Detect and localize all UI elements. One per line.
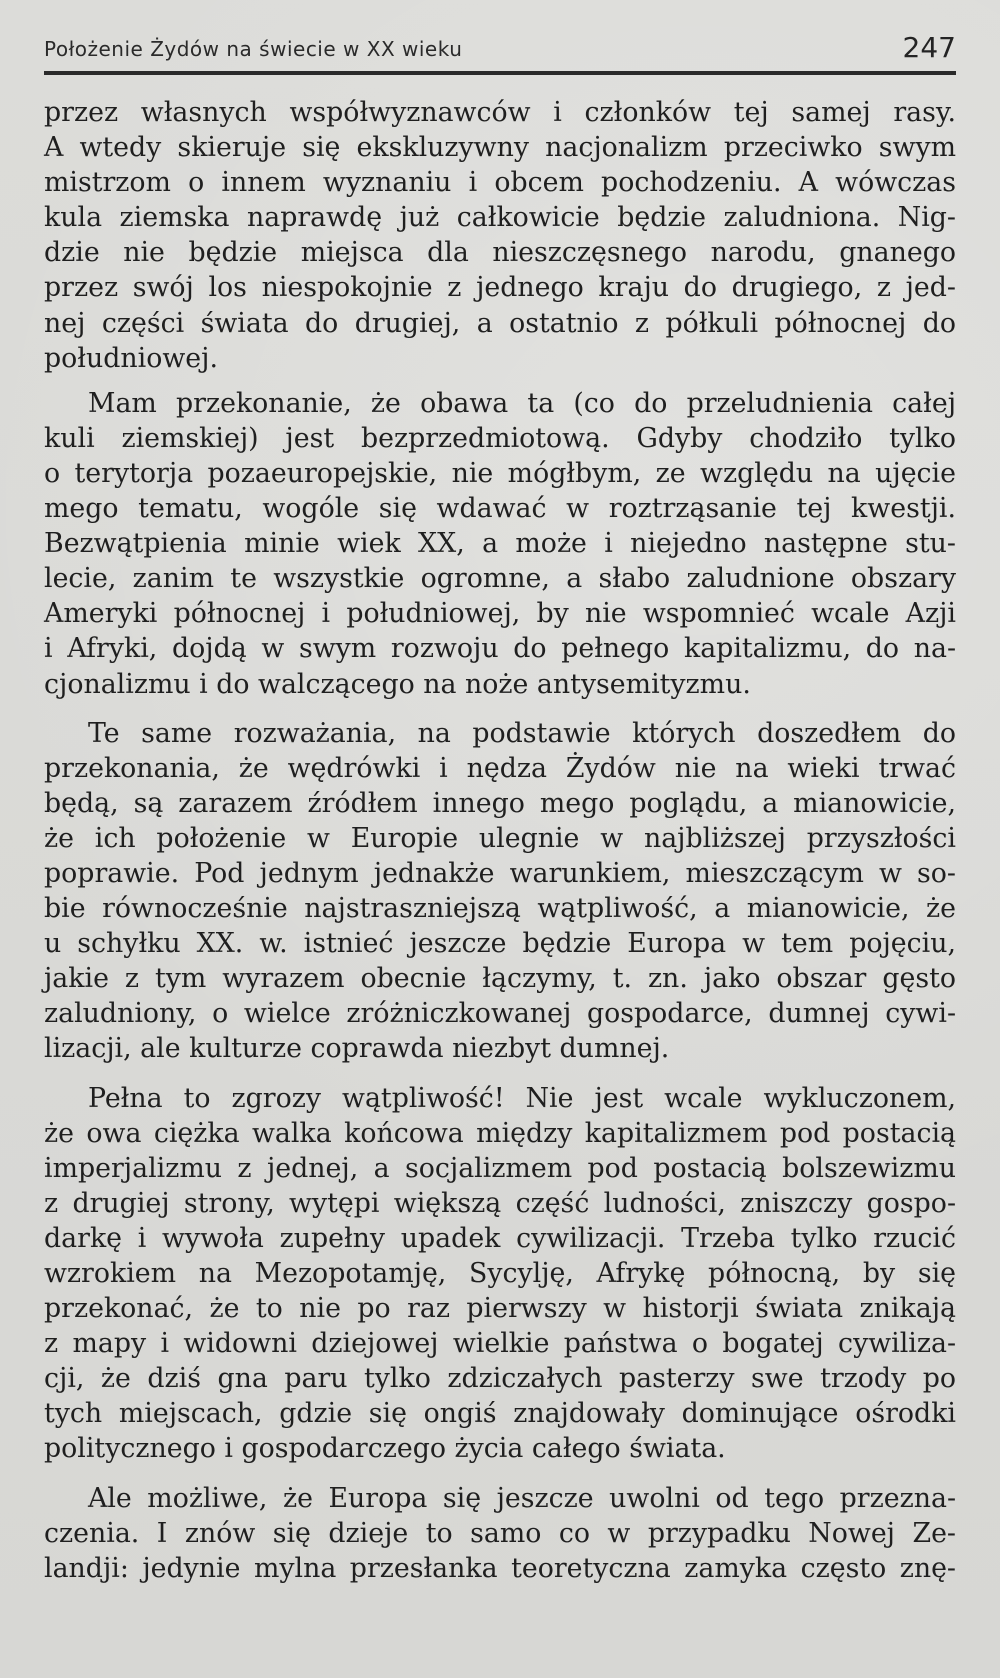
text-line: nej części świata do drugiej, a ostatnio z półkuli północnej do bbox=[44, 307, 956, 339]
text-line: A wtedy skieruje się ekskluzywny nacjonalizm przeciwko swym bbox=[44, 132, 956, 164]
paragraph-2 bbox=[44, 386, 956, 702]
paragraph-1 bbox=[44, 95, 956, 376]
text-line: z drugiej strony, wytępi większą część ludności, zniszczy gospo- bbox=[44, 1187, 956, 1219]
text-line: poprawie. Pod jednym jednakże warunkiem, mieszczącym w so- bbox=[44, 857, 956, 889]
text-line: mego tematu, wogóle się wdawać w roztrząsanie tej kwestji. bbox=[44, 493, 956, 525]
text-line: południowej. bbox=[44, 342, 218, 374]
paragraph-4 bbox=[44, 1081, 956, 1467]
text-line: przez własnych współwyznawców i członków tej samej rasy. bbox=[44, 97, 956, 128]
paragraph-gap bbox=[44, 702, 956, 716]
text-line: wzrokiem na Mezopotamję, Sycylję, Afrykę północną, by się bbox=[44, 1258, 956, 1289]
text-line: przez swój los niespokojnie z jednego kraju do drugiego, z jed- bbox=[44, 272, 956, 304]
text-line: czenia. I znów się dzieje to samo co w przypadku Nowej Ze- bbox=[44, 1517, 956, 1549]
text-line: Pełna to zgrozy wątpliwość! Nie jest wcale wykluczonem, bbox=[88, 1082, 956, 1114]
text-line: u schyłku XX. w. istnieć jeszcze będzie Europa w tem pojęciu, bbox=[44, 928, 956, 960]
text-line: politycznego i gospodarczego życia całego świata. bbox=[44, 1433, 726, 1465]
text-line: lecie, zanim te wszystkie ogromne, a słabo zaludnione obszary bbox=[44, 563, 956, 595]
text-line: z mapy i widowni dziejowej wielkie państwa o bogatej cywiliza- bbox=[44, 1328, 956, 1360]
text-line: zaludniony, o wielce zróżniczkowanej gospodarce, dumnej cywi- bbox=[44, 998, 956, 1030]
text-line: będą, są zarazem źródłem innego mego poglądu, a mianowicie, bbox=[44, 787, 956, 819]
text-line: przekonania, że wędrówki i nędza Żydów nie na wieki trwać bbox=[44, 752, 956, 784]
text-line: Ale możliwe, że Europa się jeszcze uwolni od tego przezna- bbox=[88, 1482, 956, 1514]
page-number: 247 bbox=[902, 31, 956, 64]
text-line: bie równocześnie najstraszniejszą wątpliwość, a mianowicie, że bbox=[44, 893, 956, 925]
paragraph-gap bbox=[44, 1467, 956, 1481]
body-text bbox=[44, 95, 956, 1586]
text-line: lizacji, ale kulturze coprawda niezbyt dumnej. bbox=[44, 1033, 670, 1065]
text-line: kuli ziemskiej) jest bezprzedmiotową. Gdyby chodziło tylko bbox=[44, 422, 956, 454]
text-line: przekonać, że to nie po raz pierwszy w historji świata znikają bbox=[44, 1293, 956, 1325]
text-line: imperjalizmu z jednej, a socjalizmem pod postacią bolszewizmu bbox=[44, 1152, 956, 1184]
paragraph-gap bbox=[44, 376, 956, 386]
paragraph-gap bbox=[44, 1067, 956, 1081]
text-line: Te same rozważania, na podstawie których doszedłem do bbox=[88, 717, 956, 749]
chapter-title: Położenie Żydów na świecie w XX wieku bbox=[44, 37, 463, 61]
text-line: że owa ciężka walka końcowa między kapitalizmem pod postacią bbox=[44, 1117, 956, 1149]
text-line: i Afryki, dojdą w swym rozwoju do pełnego kapitalizmu, do na- bbox=[44, 633, 956, 665]
text-line: Mam przekonanie, że obawa ta (co do przeludnienia całej bbox=[88, 387, 956, 419]
text-line: o terytorja pozaeuropejskie, nie mógłbym, ze względu na ujęcie bbox=[44, 457, 956, 489]
running-header bbox=[44, 31, 956, 75]
text-line: jakie z tym wyrazem obecnie łączymy, t. zn. jako obszar gęsto bbox=[44, 963, 956, 995]
text-line: darkę i wywoła zupełny upadek cywilizacji. Trzeba tylko rzucić bbox=[44, 1222, 956, 1254]
text-line: cjonalizmu i do walczącego na noże antysemityzmu. bbox=[44, 668, 751, 700]
text-line: Bezwątpienia minie wiek XX, a może i niejedno następne stu- bbox=[44, 528, 956, 560]
text-line: cji, że dziś gna paru tylko zdziczałych pasterzy swe trzody po bbox=[44, 1363, 956, 1395]
paragraph-5 bbox=[44, 1481, 956, 1586]
text-line: dzie nie będzie miejsca dla nieszczęsnego narodu, gnanego bbox=[44, 237, 956, 269]
paragraph-3 bbox=[44, 716, 956, 1067]
text-line: tych miejscach, gdzie się ongiś znajdowały dominujące ośrodki bbox=[44, 1398, 956, 1430]
text-line: kula ziemska naprawdę już całkowicie będzie zaludniona. Nig- bbox=[44, 202, 956, 234]
text-line: Ameryki północnej i południowej, by nie wspomnieć wcale Azji bbox=[44, 598, 956, 630]
text-line: że ich położenie w Europie ulegnie w najbliższej przyszłości bbox=[44, 822, 956, 854]
text-line: landji: jedynie mylna przesłanka teoretyczna zamyka często znę- bbox=[44, 1552, 956, 1584]
text-line: mistrzom o innem wyznaniu i obcem pochodzeniu. A wówczas bbox=[44, 167, 956, 199]
